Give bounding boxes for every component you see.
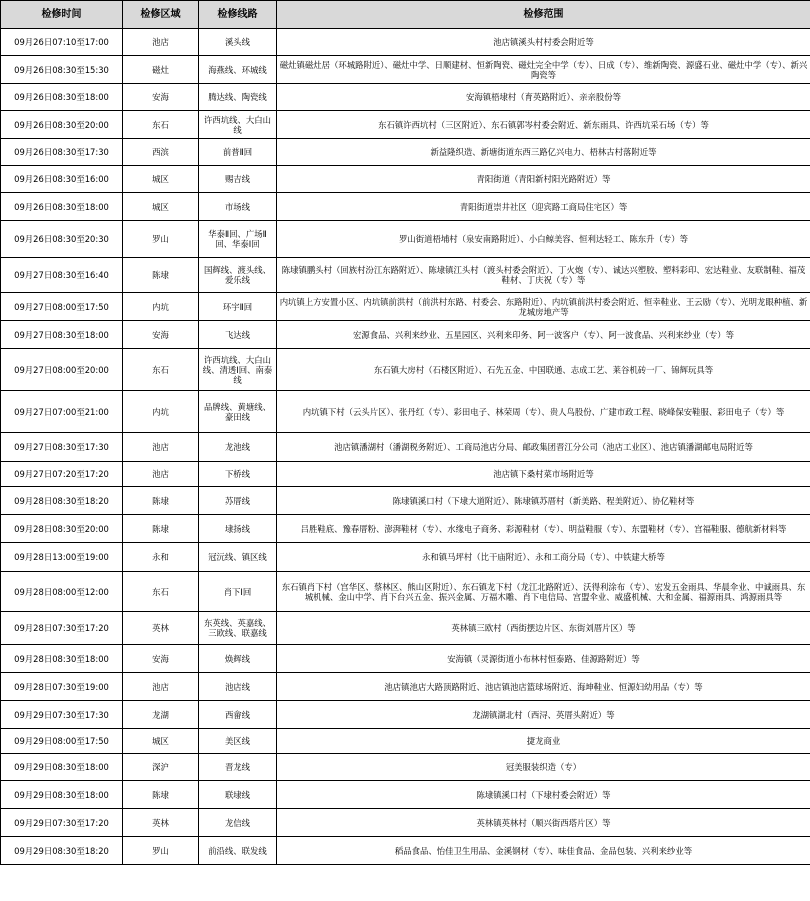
- table-row: [1, 193, 810, 221]
- time-cell: 09月27日08:00至20:00: [1, 349, 123, 391]
- district-cell: 城区: [123, 193, 199, 221]
- header-row: [1, 1, 810, 29]
- scope-cell: 池店镇潘湖村（潘湖税务附近）、工商局池店分局、邮政集团晋江分公司（池店工业区）、池店镇潘湖邮电局附近等: [277, 433, 810, 462]
- scope-cell: 青阳街道（青阳新村阳光路附近）等: [277, 166, 810, 193]
- header-scope: 检修范围: [277, 1, 810, 29]
- table-row: [1, 487, 810, 515]
- line-cell: 下桥线: [199, 462, 277, 487]
- table-body: [1, 29, 810, 865]
- table-row: [1, 809, 810, 837]
- line-cell: 飞达线: [199, 321, 277, 349]
- time-cell: 09月29日07:30至17:20: [1, 809, 123, 837]
- line-cell: 品牌线、黄塘线、豪田线: [199, 391, 277, 433]
- time-cell: 09月26日08:30至20:30: [1, 221, 123, 258]
- time-cell: 09月28日07:30至19:00: [1, 673, 123, 701]
- scope-cell: 冠美服装织造（专）: [277, 754, 810, 781]
- table-row: [1, 293, 810, 321]
- scope-cell: 陈埭镇溪口村（下埭村委会附近）等: [277, 781, 810, 809]
- district-cell: 龙湖: [123, 701, 199, 729]
- scope-cell: 池店镇下桑村菜市场附近等: [277, 462, 810, 487]
- line-cell: 许西坑线、大白山线、清透Ⅰ回、南泰线: [199, 349, 277, 391]
- line-cell: 冠沅线、镇区线: [199, 543, 277, 572]
- table-row: [1, 139, 810, 166]
- scope-cell: 东石镇许西坑村（三区附近）、东石镇郭岑村委会附近、新东雨具、许西坑采石场（专）等: [277, 111, 810, 139]
- table-row: [1, 781, 810, 809]
- time-cell: 09月28日08:30至20:00: [1, 515, 123, 543]
- table-row: [1, 433, 810, 462]
- district-cell: 西滨: [123, 139, 199, 166]
- time-cell: 09月29日08:00至17:50: [1, 729, 123, 754]
- district-cell: 英林: [123, 809, 199, 837]
- scope-cell: 安海镇（灵源街道小布林村恒泰路、佳源路附近）等: [277, 645, 810, 673]
- scope-cell: 青阳街道崇井社区（迎宾路工商局住宅区）等: [277, 193, 810, 221]
- line-cell: 西畲线: [199, 701, 277, 729]
- line-cell: 腾达线、陶瓷线: [199, 84, 277, 111]
- time-cell: 09月28日08:30至18:20: [1, 487, 123, 515]
- line-cell: 溪头线: [199, 29, 277, 56]
- district-cell: 东石: [123, 349, 199, 391]
- scope-cell: 新益隆织造、新塘街道东西三路亿兴电力、梧林古村落附近等: [277, 139, 810, 166]
- table-row: [1, 673, 810, 701]
- district-cell: 池店: [123, 433, 199, 462]
- scope-cell: 东石镇大房村（石楼区附近）、石先五金、中国联通、志成工艺、莱谷机砖一厂、锦辉玩具等: [277, 349, 810, 391]
- line-cell: 焕辉线: [199, 645, 277, 673]
- time-cell: 09月27日07:20至17:20: [1, 462, 123, 487]
- time-cell: 09月26日08:30至15:30: [1, 56, 123, 84]
- time-cell: 09月29日08:30至18:00: [1, 781, 123, 809]
- table-row: [1, 612, 810, 645]
- table-row: [1, 543, 810, 572]
- scope-cell: 内坑镇下村（云头片区）、张丹红（专）、彩田电子、林荣周（专）、贵人鸟股份、广建市政工程、晓峰保安鞋服、彩田电子（专）等: [277, 391, 810, 433]
- district-cell: 池店: [123, 673, 199, 701]
- line-cell: 东英线、英嘉线、三欧线、联嘉线: [199, 612, 277, 645]
- district-cell: 深沪: [123, 754, 199, 781]
- time-cell: 09月27日08:00至17:50: [1, 293, 123, 321]
- district-cell: 池店: [123, 29, 199, 56]
- table-row: [1, 462, 810, 487]
- district-cell: 英林: [123, 612, 199, 645]
- district-cell: 陈埭: [123, 781, 199, 809]
- line-cell: 前沿线、联发线: [199, 837, 277, 865]
- district-cell: 安海: [123, 645, 199, 673]
- table-row: [1, 701, 810, 729]
- time-cell: 09月26日08:30至18:00: [1, 84, 123, 111]
- line-cell: 美区线: [199, 729, 277, 754]
- table-row: [1, 729, 810, 754]
- district-cell: 陈埭: [123, 515, 199, 543]
- line-cell: 晋龙线: [199, 754, 277, 781]
- time-cell: 09月28日08:30至18:00: [1, 645, 123, 673]
- time-cell: 09月27日07:00至21:00: [1, 391, 123, 433]
- table-row: [1, 111, 810, 139]
- line-cell: 国辉线、渡头线、爱乐线: [199, 258, 277, 293]
- line-cell: 华泰Ⅱ回、广场Ⅱ回、华泰Ⅰ回: [199, 221, 277, 258]
- district-cell: 东石: [123, 572, 199, 612]
- line-cell: 前普Ⅱ回: [199, 139, 277, 166]
- table-row: [1, 349, 810, 391]
- time-cell: 09月28日07:30至17:20: [1, 612, 123, 645]
- line-cell: 苏厝线: [199, 487, 277, 515]
- line-cell: 肖下Ⅰ回: [199, 572, 277, 612]
- time-cell: 09月26日08:30至17:30: [1, 139, 123, 166]
- time-cell: 09月26日08:30至16:00: [1, 166, 123, 193]
- time-cell: 09月27日08:30至18:00: [1, 321, 123, 349]
- scope-cell: 内坑镇上方安置小区、内坑镇前洪村（前洪村东路、村委会、东路附近）、内坑镇前洪村委会附近、恒幸鞋业、王云励（专）、光明龙眼种植、新龙城房地产等: [277, 293, 810, 321]
- table-row: [1, 837, 810, 865]
- district-cell: 罗山: [123, 221, 199, 258]
- line-cell: 龙信线: [199, 809, 277, 837]
- table-row: [1, 56, 810, 84]
- line-cell: 龙池线: [199, 433, 277, 462]
- district-cell: 陈埭: [123, 258, 199, 293]
- time-cell: 09月27日08:30至16:40: [1, 258, 123, 293]
- scope-cell: 吕胜鞋底、豫春厝粉、澎湃鞋材（专）、水缘电子商务、彩源鞋材（专）、明益鞋服（专）、东盟鞋材（专）、宫福鞋服、德航新材料等: [277, 515, 810, 543]
- time-cell: 09月27日08:30至17:30: [1, 433, 123, 462]
- scope-cell: 永和镇马坪村（比干庙附近）、永和工商分局（专）、中铁建大桥等: [277, 543, 810, 572]
- scope-cell: 英林镇英林村（顺兴街西塔片区）等: [277, 809, 810, 837]
- time-cell: 09月28日08:00至12:00: [1, 572, 123, 612]
- time-cell: 09月29日07:30至17:30: [1, 701, 123, 729]
- table-row: [1, 321, 810, 349]
- scope-cell: 东石镇肖下村（宫华区、蔡林区、熊山区附近）、东石镇龙下村（龙江北路附近）、沃得利涂布（专）、宏发五金雨具、华晨伞业、中诚雨具、东城机械、金山中学、肖下台兴五金、振兴金属、万福木雕、肖下电信局、宫盟伞业、威盛机械、大和金属、福源雨具、鸿源雨具等: [277, 572, 810, 612]
- scope-cell: 陈埭镇鹏头村（回族村汾江东路附近）、陈埭镇江头村（渡头村委会附近）、丁火炮（专）、诚达兴塑胶、塑料彩印、宏达鞋业、友联制鞋、福茂鞋材、丁庆祝（专）等: [277, 258, 810, 293]
- district-cell: 磁灶: [123, 56, 199, 84]
- header-line: 检修线路: [199, 1, 277, 29]
- district-cell: 内坑: [123, 293, 199, 321]
- scope-cell: 英林镇三欧村（西街摆边片区、东街刘厝片区）等: [277, 612, 810, 645]
- table-row: [1, 258, 810, 293]
- district-cell: 池店: [123, 462, 199, 487]
- scope-cell: 陈埭镇溪口村（下埭大道附近）、陈埭镇苏厝村（新美路、程美附近）、协亿鞋材等: [277, 487, 810, 515]
- table-row: [1, 754, 810, 781]
- scope-cell: 池店镇池店大路顶路附近、池店镇池店篮球场附近、海坤鞋业、恒源妇幼用品（专）等: [277, 673, 810, 701]
- table-row: [1, 645, 810, 673]
- scope-cell: 稻品食品、怡佳卫生用品、金溪钢材（专）、味佳食品、金品包装、兴利来纱业等: [277, 837, 810, 865]
- table-row: [1, 84, 810, 111]
- table-row: [1, 515, 810, 543]
- district-cell: 东石: [123, 111, 199, 139]
- district-cell: 陈埭: [123, 487, 199, 515]
- table-row: [1, 29, 810, 56]
- district-cell: 安海: [123, 84, 199, 111]
- district-cell: 安海: [123, 321, 199, 349]
- table-row: [1, 166, 810, 193]
- scope-cell: 罗山街道梧埔村（泉安南路附近）、小白鲸美容、恒利达轻工、陈东升（专）等: [277, 221, 810, 258]
- time-cell: 09月26日08:30至18:00: [1, 193, 123, 221]
- header-district: 检修区域: [123, 1, 199, 29]
- scope-cell: 龙湖镇湖北村（西浔、英厝头附近）等: [277, 701, 810, 729]
- time-cell: 09月26日08:30至20:00: [1, 111, 123, 139]
- scope-cell: 宏源食品、兴利来纱业、五星园区、兴利来印务、阿一波客户（专）、阿一波食品、兴利来纱业（专）等: [277, 321, 810, 349]
- line-cell: 赐吉线: [199, 166, 277, 193]
- time-cell: 09月26日07:10至17:00: [1, 29, 123, 56]
- time-cell: 09月28日13:00至19:00: [1, 543, 123, 572]
- scope-cell: 安海镇梧埭村（育英路附近）、亲亲股份等: [277, 84, 810, 111]
- table-row: [1, 391, 810, 433]
- table-row: [1, 572, 810, 612]
- district-cell: 城区: [123, 166, 199, 193]
- scope-cell: 池店镇溪头村村委会附近等: [277, 29, 810, 56]
- district-cell: 内坑: [123, 391, 199, 433]
- line-cell: 许西坑线、大白山线: [199, 111, 277, 139]
- scope-cell: 捷龙商业: [277, 729, 810, 754]
- line-cell: 联埭线: [199, 781, 277, 809]
- line-cell: 环宇Ⅱ回: [199, 293, 277, 321]
- line-cell: 市场线: [199, 193, 277, 221]
- line-cell: 池店线: [199, 673, 277, 701]
- district-cell: 永和: [123, 543, 199, 572]
- scope-cell: 磁灶镇磁灶居（环城路附近）、磁灶中学、日顺建材、恒新陶瓷、磁灶完全中学（专）、日成（专）、维新陶瓷、源盛石业、磁灶中学（专）、新兴陶瓷等: [277, 56, 810, 84]
- time-cell: 09月29日08:30至18:00: [1, 754, 123, 781]
- line-cell: 海燕线、环城线: [199, 56, 277, 84]
- district-cell: 城区: [123, 729, 199, 754]
- district-cell: 罗山: [123, 837, 199, 865]
- line-cell: 埭扬线: [199, 515, 277, 543]
- header-time: 检修时间: [1, 1, 123, 29]
- time-cell: 09月29日08:30至18:20: [1, 837, 123, 865]
- table-row: [1, 221, 810, 258]
